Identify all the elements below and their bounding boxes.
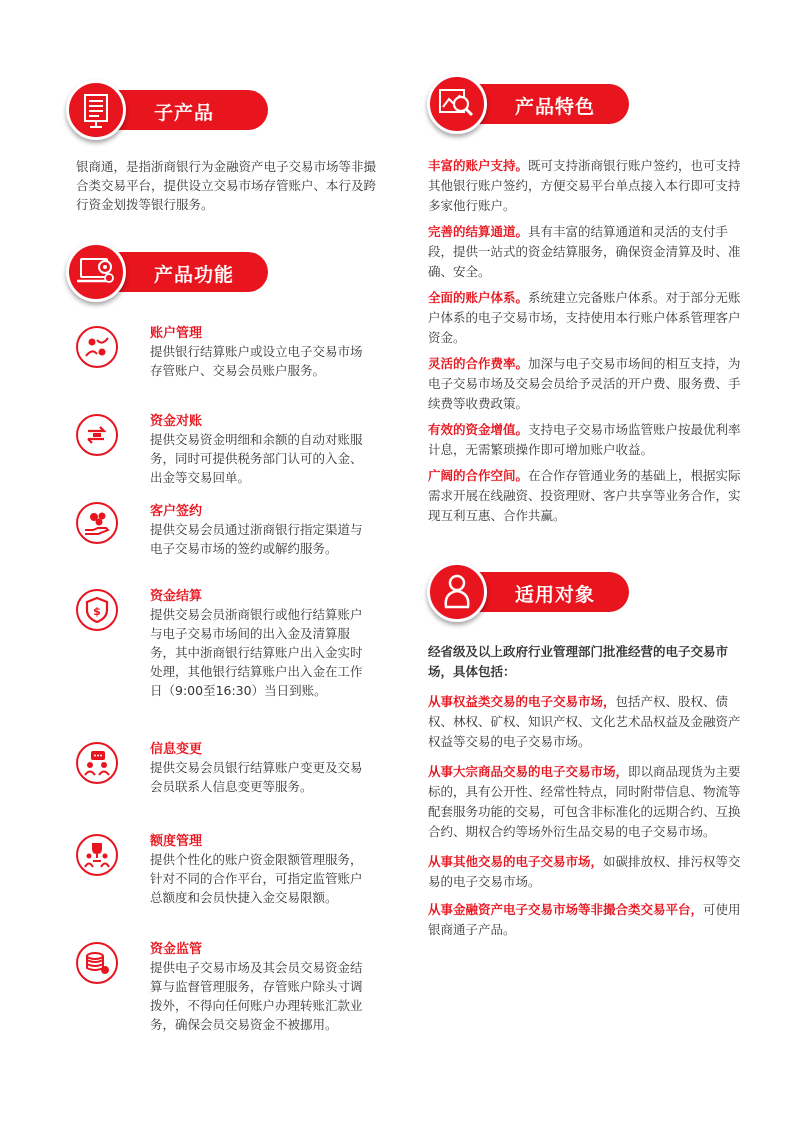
- audience-text: 如碳排放权、排污权等交易的电子交易市场。: [428, 854, 741, 889]
- function-title: 客户签约: [150, 504, 203, 519]
- header-features-title: 产品特色: [515, 96, 596, 118]
- feature-item: [428, 354, 748, 414]
- function-item-account: [76, 322, 376, 382]
- header-functions-bar: [102, 252, 268, 292]
- function-title: 信息变更: [150, 742, 203, 757]
- function-item-supervision: [76, 938, 376, 1032]
- header-subproduct-title: 子产品: [154, 102, 215, 124]
- header-functions-title: 产品功能: [154, 264, 235, 286]
- audience-item: [428, 852, 748, 892]
- header-functions: [66, 242, 286, 302]
- function-desc: 提供个性化的账户资金限额管理服务，针对不同的合作平台，可指定监管账户总额度和会员快捷入金交易限额。: [150, 852, 363, 905]
- audience-item: [428, 762, 748, 842]
- feature-key: 有效的资金增值。: [428, 422, 529, 437]
- feature-key: 灵活的合作费率。: [428, 356, 529, 371]
- function-item-settlement: [76, 585, 376, 698]
- person-icon: [430, 565, 484, 619]
- function-item-reconciliation: [76, 410, 376, 485]
- function-desc: 提供交易会员浙商银行或他行结算账户与电子交易市场间的出入金及清算服务，其中浙商银行结算账户出入金实时处理，其他银行结算账户出入金在工作日（9:00至16:30）当日到账。: [150, 607, 363, 698]
- function-desc: 提供银行结算账户或设立电子交易市场存管账户、交易会员账户服务。: [150, 344, 363, 378]
- feature-item: [428, 222, 748, 282]
- feature-text: 支持电子交易市场监管账户按最优利率计息，无需繁琐操作即可增加账户收益。: [428, 422, 741, 457]
- function-desc: 提供交易会员银行结算账户变更及交易会员联系人信息变更等服务。: [150, 760, 363, 794]
- transfer-arrows-icon: [76, 414, 118, 456]
- audience-text: 即以商品现货为主要标的，具有公开性、经常性特点，同时附带信息、物流等配套服务功能的交易，可包含非标准化的远期合约、互换合约、期权合约等场外衍生品交易的电子交易市场。: [428, 764, 741, 839]
- header-audience-bar: [463, 572, 629, 612]
- audience-intro: [428, 642, 748, 682]
- subproduct-text: 银商通，是指浙商银行为金融资产电子交易市场等非撮合类交易平台，提供设立交易市场存管账户、本行及跨行资金划拨等银行服务。: [76, 159, 377, 212]
- function-desc: 提供电子交易市场及其会员交易资金结算与监督管理服务，存管账户除头寸调拨外，不得向任何账户办理转账汇款业务，确保会员交易资金不被挪用。: [150, 960, 363, 1032]
- account-exchange-icon: [76, 326, 118, 368]
- feature-text: 加深与电子交易市场间的相互支持，为电子交易市场及交易会员给予灵活的开户费、服务费、手续费等收费政策。: [428, 356, 741, 411]
- trophy-people-icon: [76, 834, 118, 876]
- shield-dollar-icon: [76, 589, 118, 631]
- function-item-quota: [76, 830, 376, 905]
- audience-item: [428, 692, 748, 752]
- function-desc: 提供交易资金明细和余额的自动对账服务，同时可提供税务部门认可的入金、出金等交易回单。: [150, 432, 363, 485]
- feature-item: [428, 156, 748, 216]
- header-audience: [427, 562, 647, 622]
- feature-text: 系统建立完备账户体系。对于部分无账户体系的电子交易市场，支持使用本行账户体系管理客户资金。: [428, 290, 741, 345]
- feature-text: 在合作存管通业务的基础上，根据实际需求开展在线融资、投资理财、客户共享等业务合作，实现互利互惠、合作共赢。: [428, 468, 741, 523]
- feature-text: 既可支持浙商银行账户签约，也可支持其他银行账户签约，方便交易平台单点接入本行即可支持多家他行账户。: [428, 158, 741, 213]
- header-subproduct: [66, 80, 286, 140]
- audience-key: 从事权益类交易的电子交易市场，: [428, 694, 616, 709]
- header-features: [427, 74, 647, 134]
- header-audience-title: 适用对象: [515, 584, 596, 606]
- feature-key: 丰富的账户支持。: [428, 158, 529, 173]
- magnifier-chart-icon: [430, 77, 484, 131]
- chat-people-icon: [76, 742, 118, 784]
- document-board-icon: [69, 83, 123, 137]
- laptop-gears-icon: [69, 245, 123, 299]
- header-features-bar: [463, 84, 629, 124]
- audience-intro-text: 经省级及以上政府行业管理部门批准经营的电子交易市场，具体包括：: [428, 644, 729, 679]
- function-title: 资金监管: [150, 942, 203, 957]
- header-subproduct-badge: [66, 80, 126, 140]
- feature-key: 完善的结算通道。: [428, 224, 529, 239]
- audience-key: 从事大宗商品交易的电子交易市场，: [428, 764, 629, 779]
- svg-text:$: $: [93, 605, 101, 618]
- header-features-badge: [427, 74, 487, 134]
- header-audience-badge: [427, 562, 487, 622]
- audience-key: 从事其他交易的电子交易市场，: [428, 854, 604, 869]
- feature-key: 全面的账户体系。: [428, 290, 529, 305]
- audience-text: 包括产权、股权、债权、林权、矿权、知识产权、文化艺术品权益及金融资产权益等交易的电子交易市场。: [428, 694, 741, 749]
- function-title: 账户管理: [150, 326, 203, 341]
- coins-hand-icon: [76, 502, 118, 544]
- function-item-info-change: [76, 738, 376, 798]
- audience-text: 可使用银商通子产品。: [428, 902, 741, 937]
- coin-stack-icon: [76, 942, 118, 984]
- feature-key: 广阔的合作空间。: [428, 468, 529, 483]
- audience-key: 从事金融资产电子交易市场等非撮合类交易平台，: [428, 902, 704, 917]
- function-title: 资金对账: [150, 414, 203, 429]
- function-title: 资金结算: [150, 589, 203, 604]
- header-functions-badge: [66, 242, 126, 302]
- function-title: 额度管理: [150, 834, 203, 849]
- feature-text: 具有丰富的结算通道和灵活的支付手段，提供一站式的资金结算服务，确保资金清算及时、准确、安全。: [428, 224, 741, 279]
- header-subproduct-bar: [102, 90, 268, 130]
- audience-item: [428, 900, 748, 940]
- feature-item: [428, 420, 748, 460]
- feature-item: [428, 466, 748, 526]
- function-item-signing: [76, 500, 376, 560]
- feature-item: [428, 288, 748, 348]
- function-desc: 提供交易会员通过浙商银行指定渠道与电子交易市场的签约或解约服务。: [150, 522, 363, 556]
